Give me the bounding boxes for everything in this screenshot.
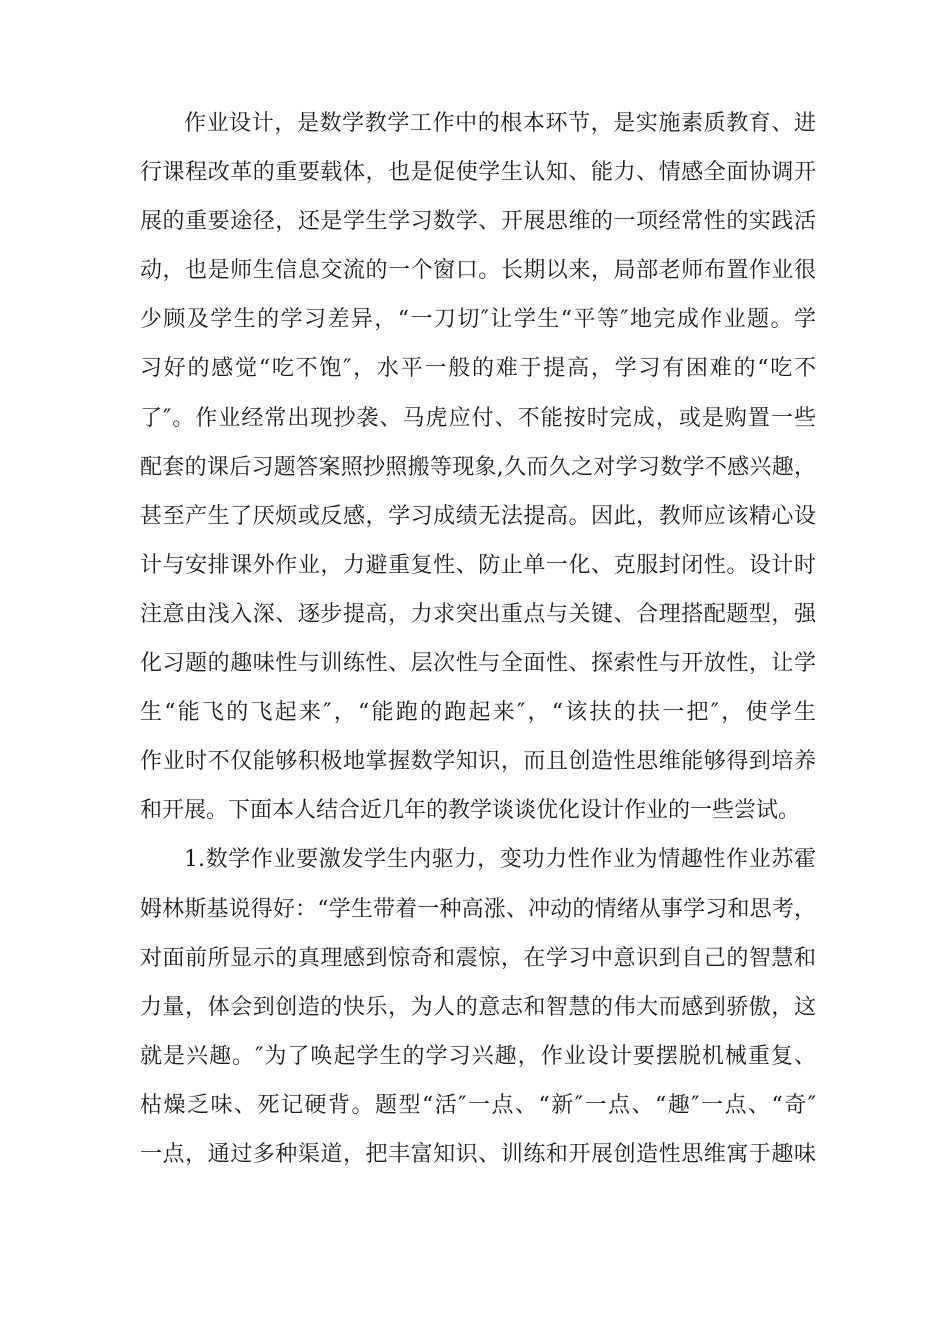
text-line: 力量，体会到创造的快乐，为人的意志和智慧的伟大而感到骄傲，这 — [140, 994, 816, 1020]
document-body — [140, 99, 816, 1179]
text-line: 就是兴趣。″为了唤起学生的学习兴趣，作业设计要摆脱机械重复、 — [140, 1043, 816, 1069]
text-line: 习好的感觉“吃不饱″，水平一般的难于提高，学习有困难的“吃不 — [140, 356, 816, 382]
text-line: 化习题的趣味性与训练性、层次性与全面性、探索性与开放性，让学 — [140, 651, 816, 677]
text-line: 行课程改革的重要载体，也是促使学生认知、能力、情感全面协调开 — [140, 160, 816, 186]
text-line: 姆林斯基说得好：“学生带着一种高涨、冲动的情绪从事学习和思考， — [140, 896, 816, 922]
text-line: 甚至产生了厌烦或反感，学习成绩无法提高。因此，教师应该精心设 — [140, 503, 816, 529]
text-line: 对面前所显示的真理感到惊奇和震惊，在学习中意识到自己的智慧和 — [140, 945, 816, 971]
paragraph-section-1 — [140, 835, 816, 1179]
paragraph-intro — [140, 99, 816, 835]
text-line: 展的重要途径，还是学生学习数学、开展思维的一项经常性的实践活 — [140, 209, 816, 235]
text-line: 注意由浅入深、逐步提高，力求突出重点与关键、合理搭配题型，强 — [140, 601, 816, 627]
text-line: 1.数学作业要激发学生内驱力，变功力性作业为情趣性作业苏霍 — [184, 847, 816, 873]
text-line: 和开展。下面本人结合近几年的教学谈谈优化设计作业的一些尝试。 — [140, 798, 801, 824]
text-line: 作业设计，是数学教学工作中的根本环节，是实施素质教育、进 — [184, 111, 816, 136]
text-line: 配套的课后习题答案照抄照搬等现象,久而久之对学习数学不感兴趣， — [140, 454, 816, 480]
text-line: 了″。作业经常出现抄袭、马虎应付、不能按时完成，或是购置一些 — [140, 405, 816, 431]
text-line: 作业时不仅能够积极地掌握数学知识，而且创造性思维能够得到培养 — [140, 749, 816, 775]
text-line: 动，也是师生信息交流的一个窗口。长期以来，局部老师布置作业很 — [140, 258, 816, 284]
text-line: 一点，通过多种渠道，把丰富知识、训练和开展创造性思维寓于趣味 — [140, 1141, 816, 1167]
text-line: 枯燥乏味、死记硬背。题型“活″一点、“新″一点、“趣″一点、“奇″ — [140, 1092, 816, 1118]
text-line: 计与安排课外作业，力避重复性、防止单一化、克服封闭性。设计时 — [140, 552, 816, 578]
text-line: 少顾及学生的学习差异，“一刀切″让学生“平等″地完成作业题。学 — [140, 307, 816, 333]
text-line: 生“能飞的飞起来″，“能跑的跑起来″，“该扶的扶一把″，使学生 — [140, 700, 816, 726]
